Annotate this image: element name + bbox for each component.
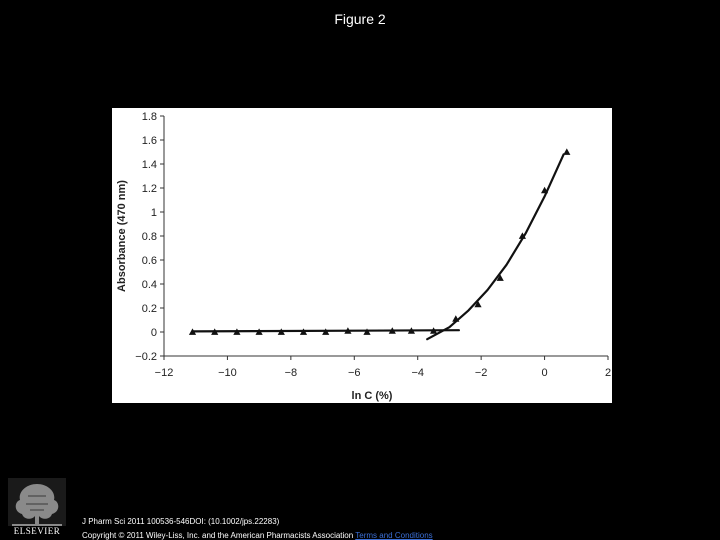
citation-block <box>82 515 433 540</box>
y-tick-label: 0.8 <box>141 231 157 243</box>
x-tick-label: −2 <box>474 367 488 379</box>
y-ticks <box>135 111 164 363</box>
x-tick-label: −8 <box>284 367 298 379</box>
y-tick-label: 1.4 <box>141 159 157 171</box>
copyright-line <box>82 529 433 540</box>
y-tick-label: −0.2 <box>135 351 157 363</box>
publisher-logo-text: ELSEVIER <box>13 526 61 536</box>
copyright-text: Copyright © 2011 Wiley-Liss, Inc. and the American Pharmacists Association <box>82 531 354 540</box>
x-tick-label: 2 <box>604 367 612 379</box>
x-ticks <box>155 356 611 379</box>
y-tick-label: 1.8 <box>141 111 157 123</box>
figure-panel <box>112 108 612 403</box>
absorbance-chart <box>112 108 612 403</box>
x-tick-label: −10 <box>218 367 237 379</box>
x-tick-label: −4 <box>411 367 424 379</box>
data-points <box>189 148 571 335</box>
y-tick-label: 1.6 <box>141 135 157 147</box>
y-axis-title: Absorbance (470 nm) <box>116 180 128 292</box>
axes <box>164 116 608 356</box>
y-tick-label: 0.2 <box>141 303 157 315</box>
x-tick-label: −12 <box>154 367 174 379</box>
x-tick-label: −6 <box>348 367 361 379</box>
y-tick-label: 1 <box>150 207 157 219</box>
journal-reference: J Pharm Sci 2011 100536-546DOI: (10.1002/jps.22283) <box>82 517 280 526</box>
terms-and-conditions-link[interactable]: Terms and Conditions <box>355 531 433 540</box>
slide-title: Figure 2 <box>334 11 386 27</box>
fit-line <box>427 154 563 339</box>
y-tick-label: 0.4 <box>141 279 157 291</box>
y-tick-label: 0.6 <box>141 255 157 267</box>
x-axis-title: ln C (%) <box>351 390 393 402</box>
data-point-triangle <box>563 148 570 155</box>
x-tick-label: 0 <box>541 367 548 379</box>
y-tick-label: 0 <box>150 327 157 339</box>
fit-lines <box>193 154 564 339</box>
y-tick-label: 1.2 <box>141 183 157 195</box>
